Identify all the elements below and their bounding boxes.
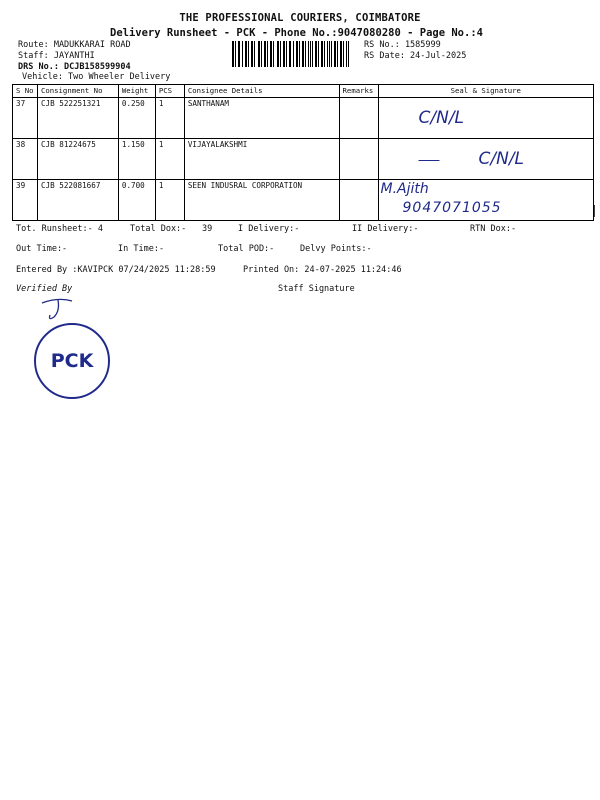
ii-delivery: II Delivery:- (352, 224, 419, 234)
drs-number: DRS No.: DCJB158599904 (18, 62, 131, 72)
table-header-row (13, 85, 594, 98)
scribble-mark (419, 151, 440, 169)
col-header: Weight (118, 85, 155, 98)
sno-cell: 39 (13, 180, 38, 221)
weight-cell: 0.250 (118, 98, 155, 139)
rs-number: RS No.: 1585999 (364, 40, 441, 50)
total-pod: Total POD:- (218, 244, 275, 254)
verifier-signature-scribble (38, 295, 88, 323)
handwritten-name: M.Ajith (380, 181, 429, 197)
handwritten-phone: 9047071055 (402, 200, 502, 216)
total-dox-label: Total Dox:- (130, 224, 187, 234)
delvy-points: Delvy Points:- (300, 244, 372, 254)
printed-on: Printed On: 24-07-2025 11:24:46 (243, 265, 402, 275)
col-header: Consignment No (37, 85, 118, 98)
table-row (13, 139, 594, 180)
weight-cell: 0.700 (118, 180, 155, 221)
tot-runsheet: Tot. Runsheet:- 4 (16, 224, 103, 234)
pcs-cell: 1 (155, 139, 184, 180)
remarks-cell (339, 180, 378, 221)
sno-cell: 37 (13, 98, 38, 139)
consignment-cell: CJB 81224675 (37, 139, 118, 180)
consignment-cell: CJB 522251321 (37, 98, 118, 139)
remarks-cell (339, 98, 378, 139)
staff-signature-label: Staff Signature (278, 284, 355, 294)
table-row (13, 98, 594, 139)
remarks-cell (339, 139, 378, 180)
consignment-cell: CJB 522081667 (37, 180, 118, 221)
signature-cell (378, 180, 593, 221)
col-header: Consignee Details (184, 85, 339, 98)
handwritten-signature: C/N/L (478, 149, 525, 169)
rs-date: RS Date: 24-Jul-2025 (364, 51, 467, 61)
barcode (232, 41, 350, 67)
pck-stamp: PCK (34, 323, 110, 399)
company-title: THE PROFESSIONAL COURIERS, COIMBATORE (179, 12, 421, 24)
rtn-dox: RTN Dox:- (470, 224, 517, 234)
pcs-cell: 1 (155, 98, 184, 139)
signature-cell (378, 98, 593, 139)
handwritten-signature: C/N/L (418, 108, 465, 128)
pcs-cell: 1 (155, 180, 184, 221)
runsheet-subtitle: Delivery Runsheet - PCK - Phone No.:9047080280 - Page No.:4 (110, 27, 483, 39)
weight-cell: 1.150 (118, 139, 155, 180)
table-row (13, 180, 594, 221)
out-time: Out Time:- (16, 244, 68, 254)
sno-cell: 38 (13, 139, 38, 180)
total-dox-value: 39 (202, 224, 213, 234)
in-time: In Time:- (118, 244, 165, 254)
consignee-cell: VIJAYALAKSHMI (184, 139, 339, 180)
vehicle-text: Vehicle: Two Wheeler Delivery (22, 72, 171, 82)
consignee-cell: SANTHANAM (184, 98, 339, 139)
col-header: PCS (155, 85, 184, 98)
col-header: S No (13, 85, 38, 98)
margin-mark (594, 205, 595, 217)
col-header: Remarks (339, 85, 378, 98)
consignee-cell: SEEN INDUSRAL CORPORATION (184, 180, 339, 221)
staff-text: Staff: JAYANTHI (18, 51, 95, 61)
col-header: Seal & Signature (378, 85, 593, 98)
route-text: Route: MADUKKARAI ROAD (18, 40, 131, 50)
verified-by-label: Verified By (16, 284, 73, 294)
delivery-table (12, 84, 594, 221)
signature-cell (378, 139, 593, 180)
i-delivery: I Delivery:- (238, 224, 300, 234)
entered-by: Entered By :KAVIPCK 07/24/2025 11:28:59 (16, 265, 216, 275)
